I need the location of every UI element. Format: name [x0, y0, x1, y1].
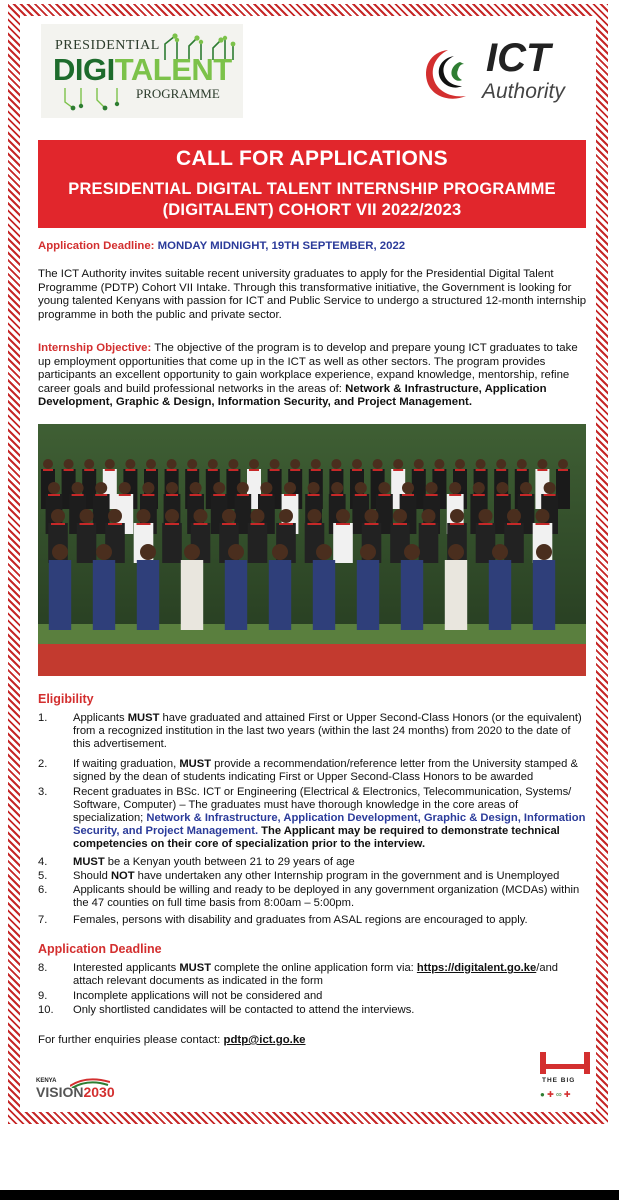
shirt-collar [352, 469, 362, 471]
shirt-collar [251, 523, 265, 525]
person-head [228, 544, 244, 560]
person-head [290, 459, 300, 469]
person-head [228, 459, 238, 469]
shirt-collar [290, 469, 300, 471]
item-text: If waiting graduation, MUST provide a recommendation/reference letter from the University stamped & signed by the dean of students indicating First or Upper Second-Class Honors to be awarded [73, 758, 578, 783]
objective-paragraph [38, 342, 588, 410]
application-deadline-heading: Application Deadline [38, 942, 162, 956]
shirt-collar [187, 469, 197, 471]
person-head [355, 482, 367, 494]
shirt-collar [48, 494, 60, 496]
person-head [167, 459, 177, 469]
person-head [64, 459, 74, 469]
shirt-collar [108, 523, 122, 525]
person-head [308, 509, 322, 523]
ict-authority-logo [418, 36, 578, 108]
person-head [414, 459, 424, 469]
shirt-collar [51, 523, 65, 525]
item-number: 3. [38, 786, 48, 798]
person-head [52, 544, 68, 560]
person-head [72, 482, 84, 494]
shirt-collar [260, 494, 272, 496]
shirt-collar [190, 494, 202, 496]
person-head [208, 459, 218, 469]
item-text: Only shortlisted candidates will be contacted to attend the interviews. [73, 1004, 415, 1016]
shirt-collar [373, 469, 383, 471]
shirt-collar [517, 469, 527, 471]
person-figure [504, 523, 524, 563]
person-head [190, 482, 202, 494]
person-head [272, 544, 288, 560]
person-head [43, 459, 53, 469]
shirt-collar [43, 469, 53, 471]
person-head [331, 459, 341, 469]
person-head [426, 482, 438, 494]
person-head [105, 459, 115, 469]
person-figure [401, 560, 423, 630]
shirt-collar [308, 494, 320, 496]
person-figure [333, 523, 353, 563]
application-link[interactable]: https://digitalent.go.ke [416, 962, 537, 974]
big-four-logo [538, 1050, 592, 1110]
shirt-collar [105, 469, 115, 471]
shirt-collar [213, 494, 225, 496]
shirt-collar [520, 494, 532, 496]
person-head [449, 482, 461, 494]
shirt-collar [64, 469, 74, 471]
deadline-line [38, 240, 588, 254]
pdtp-logo-digitalent: DIGITALENT [53, 52, 232, 87]
shirt-collar [331, 494, 343, 496]
person-head [373, 459, 383, 469]
shirt-collar [284, 494, 296, 496]
banner-title: CALL FOR APPLICATIONS [176, 147, 448, 170]
person-head [378, 482, 390, 494]
shirt-collar [402, 494, 414, 496]
shirt-collar [72, 494, 84, 496]
shirt-collar [393, 523, 407, 525]
shirt-collar [450, 523, 464, 525]
person-head [479, 509, 493, 523]
person-head [284, 482, 296, 494]
shirt-collar [537, 469, 547, 471]
person-head [166, 482, 178, 494]
person-figure [476, 523, 496, 563]
person-head [476, 459, 486, 469]
item-number: 5. [38, 870, 48, 882]
shirt-collar [449, 494, 461, 496]
deadline-label: Application Deadline: [38, 240, 155, 252]
person-figure [357, 560, 379, 630]
person-head [360, 544, 376, 560]
person-figure [225, 560, 247, 630]
person-head [336, 509, 350, 523]
shirt-collar [414, 469, 424, 471]
shirt-collar [311, 469, 321, 471]
shirt-collar [279, 523, 293, 525]
shirt-collar [166, 494, 178, 496]
person-head [142, 482, 154, 494]
shirt-collar [331, 469, 341, 471]
person-head [108, 509, 122, 523]
person-figure [49, 560, 71, 630]
shirt-collar [426, 494, 438, 496]
person-head [51, 509, 65, 523]
shirt-collar [146, 469, 156, 471]
group-photo [38, 424, 586, 676]
objective-areas: Network & Infrastructure, Application Development, Graphic & Design, Information Security, and Project Management. [38, 382, 547, 409]
shirt-collar [378, 494, 390, 496]
person-head [450, 509, 464, 523]
shirt-collar [365, 523, 379, 525]
person-head [331, 482, 343, 494]
person-figure [181, 560, 203, 630]
shirt-collar [558, 469, 568, 471]
shirt-collar [249, 469, 259, 471]
eligibility-heading: Eligibility [38, 692, 94, 706]
big-four-text: THE BIG [542, 1077, 576, 1084]
shirt-collar [80, 523, 94, 525]
person-head [48, 482, 60, 494]
circuit-icon [61, 86, 131, 112]
person-head [393, 509, 407, 523]
pdtp-logo-presidential: PRESIDENTIAL [55, 38, 160, 53]
shirt-collar [237, 494, 249, 496]
item-text: Recent graduates in BSc. ICT or Engineering (Electrical & Electronics, Telecommunication, Systems/ Software, Computer) – The graduates must have thorough knowledge in the core areas of specialization; Network & Infrastructure, Application Development, Graphic & Design, Information Security, and Project Management. The Applicant may be required to demonstrate technical competencies on their core of specialization prior to the interview. [73, 786, 586, 850]
shirt-collar [270, 469, 280, 471]
person-head [84, 459, 94, 469]
pdtp-logo-programme: PROGRAMME [136, 86, 220, 101]
person-head [279, 509, 293, 523]
person-head [448, 544, 464, 560]
shirt-collar [194, 523, 208, 525]
banner-subtitle-line2: (DIGITALENT) COHORT VII 2022/2023 [162, 201, 462, 219]
person-figure [489, 560, 511, 630]
person-head [137, 509, 151, 523]
person-head [146, 459, 156, 469]
shirt-collar [142, 494, 154, 496]
person-head [422, 509, 436, 523]
bottom-bar [0, 1190, 619, 1200]
person-head [365, 509, 379, 523]
person-head [402, 482, 414, 494]
person-head [194, 509, 208, 523]
person-head [537, 459, 547, 469]
person-head [140, 544, 156, 560]
person-head [187, 459, 197, 469]
vision-kenya-text: KENYA [36, 1078, 57, 1084]
person-head [95, 482, 107, 494]
shirt-collar [165, 523, 179, 525]
person-head [96, 544, 112, 560]
person-head [404, 544, 420, 560]
vision-swoosh-icon [70, 1078, 110, 1088]
pdtp-logo [41, 24, 243, 118]
item-text: MUST be a Kenyan youth between 21 to 29 years of age [73, 856, 355, 868]
ict-logo-title: ICT [486, 36, 551, 80]
enquiries-line [38, 1034, 588, 1048]
shirt-collar [496, 494, 508, 496]
person-head [213, 482, 225, 494]
person-head [184, 544, 200, 560]
item-number: 10. [38, 1004, 54, 1016]
person-head [507, 509, 521, 523]
person-head [455, 459, 465, 469]
shirt-collar [308, 523, 322, 525]
person-head [316, 544, 332, 560]
shirt-collar [544, 494, 556, 496]
person-head [492, 544, 508, 560]
person-head [536, 544, 552, 560]
person-figure [93, 560, 115, 630]
person-head [434, 459, 444, 469]
person-head [520, 482, 532, 494]
shirt-collar [422, 523, 436, 525]
person-head [558, 459, 568, 469]
item-text: Interested applicants MUST complete the online application form via: https://digitalent.go.ke/and attach relevant documents as indicated in the form [73, 962, 559, 987]
shirt-collar [473, 494, 485, 496]
person-head [237, 482, 249, 494]
shirt-collar [476, 469, 486, 471]
deadline-value: MONDAY MIDNIGHT, 19TH SEPTEMBER, 2022 [157, 240, 406, 252]
shirt-collar [355, 494, 367, 496]
call-for-applications-banner [38, 140, 586, 228]
shirt-collar [393, 469, 403, 471]
person-figure [137, 560, 159, 630]
big-four-icons-row: ● ✚ ∞ ✚ [540, 1090, 571, 1099]
shirt-collar [479, 523, 493, 525]
item-text: Applicants should be willing and ready to be deployed in any government organization (MCDAs) within the 47 counties on full time basis from 8:00am – 5:00pm. [73, 884, 580, 909]
person-figure [533, 560, 555, 630]
person-head [165, 509, 179, 523]
item-text: Females, persons with disability and graduates from ASAL regions are encouraged to apply. [73, 914, 528, 926]
objective-label: Internship Objective: [38, 342, 152, 354]
contact-email-link[interactable]: pdtp@ict.go.ke [223, 1034, 306, 1046]
item-number: 2. [38, 758, 48, 770]
person-figure [419, 523, 439, 563]
person-head [308, 482, 320, 494]
person-figure [77, 523, 97, 563]
item-text: Should NOT have undertaken any other Internship program in the government and is Unemployed [73, 870, 560, 882]
person-head [473, 482, 485, 494]
person-figure [248, 523, 268, 563]
person-head [517, 459, 527, 469]
shirt-collar [455, 469, 465, 471]
shirt-collar [208, 469, 218, 471]
person-figure [445, 560, 467, 630]
shirt-collar [222, 523, 236, 525]
shirt-collar [228, 469, 238, 471]
kenya-vision-2030-logo [36, 1078, 118, 1102]
person-figure [269, 560, 291, 630]
person-head [352, 459, 362, 469]
shirt-collar [84, 469, 94, 471]
item-number: 8. [38, 962, 48, 974]
person-head [249, 459, 259, 469]
person-head [125, 459, 135, 469]
shirt-collar [496, 469, 506, 471]
shirt-collar [95, 494, 107, 496]
shirt-collar [167, 469, 177, 471]
person-head [311, 459, 321, 469]
banner-subtitle-line1: PRESIDENTIAL DIGITAL TALENT INTERNSHIP PROGRAMME [68, 180, 556, 198]
person-head [496, 482, 508, 494]
person-head [119, 482, 131, 494]
shirt-collar [507, 523, 521, 525]
person-head [536, 509, 550, 523]
person-head [496, 459, 506, 469]
item-number: 1. [38, 712, 48, 724]
shirt-collar [336, 523, 350, 525]
person-head [544, 482, 556, 494]
shirt-collar [536, 523, 550, 525]
person-figure [162, 523, 182, 563]
item-number: 6. [38, 884, 48, 896]
ict-swirl-icon [418, 36, 484, 108]
item-number: 9. [38, 990, 48, 1002]
person-head [222, 509, 236, 523]
banner-subtitle [38, 179, 586, 221]
intro-paragraph: The ICT Authority invites suitable recent university graduates to apply for the Presidential Digital Talent Programme (PDTP) Cohort VII Intake. Through this transformative initiative, the Government is looking for young talented Kenyans with passion for ICT and Public Service to undergo a structured 12-month internship programme in both the public and private sector. [38, 268, 587, 321]
person-head [393, 459, 403, 469]
shirt-collar [119, 494, 131, 496]
item-number: 7. [38, 914, 48, 926]
person-head [251, 509, 265, 523]
enquiries-text: For further enquiries please contact: [38, 1034, 224, 1046]
big-four-icon [538, 1050, 592, 1076]
vision-2030-text: VISION2030 [36, 1084, 115, 1100]
shirt-collar [137, 523, 151, 525]
objective-text: The objective of the program is to develop and prepare young ICT graduates to take up employment opportunities that come up in the ICT as well as other sectors. The program provides participants an excellent opportunity to gain workplace experience, expand knowledge, mentorship, refine career goals and build professional networks in the areas of: [38, 342, 578, 395]
person-figure [313, 560, 335, 630]
item-number: 4. [38, 856, 48, 868]
item-text: Applicants MUST have graduated and attained First or Upper Second-Class Honors (or the equivalent) from a recognized institution in the last two years (within the last 24 months) from 2020 to the date of this advertisement. [73, 712, 582, 750]
person-figure [556, 469, 570, 509]
shirt-collar [125, 469, 135, 471]
item-text: Incomplete applications will not be considered and [73, 990, 323, 1002]
person-head [270, 459, 280, 469]
shirt-collar [434, 469, 444, 471]
ict-logo-subtitle: Authority [482, 80, 565, 103]
person-head [260, 482, 272, 494]
person-head [80, 509, 94, 523]
